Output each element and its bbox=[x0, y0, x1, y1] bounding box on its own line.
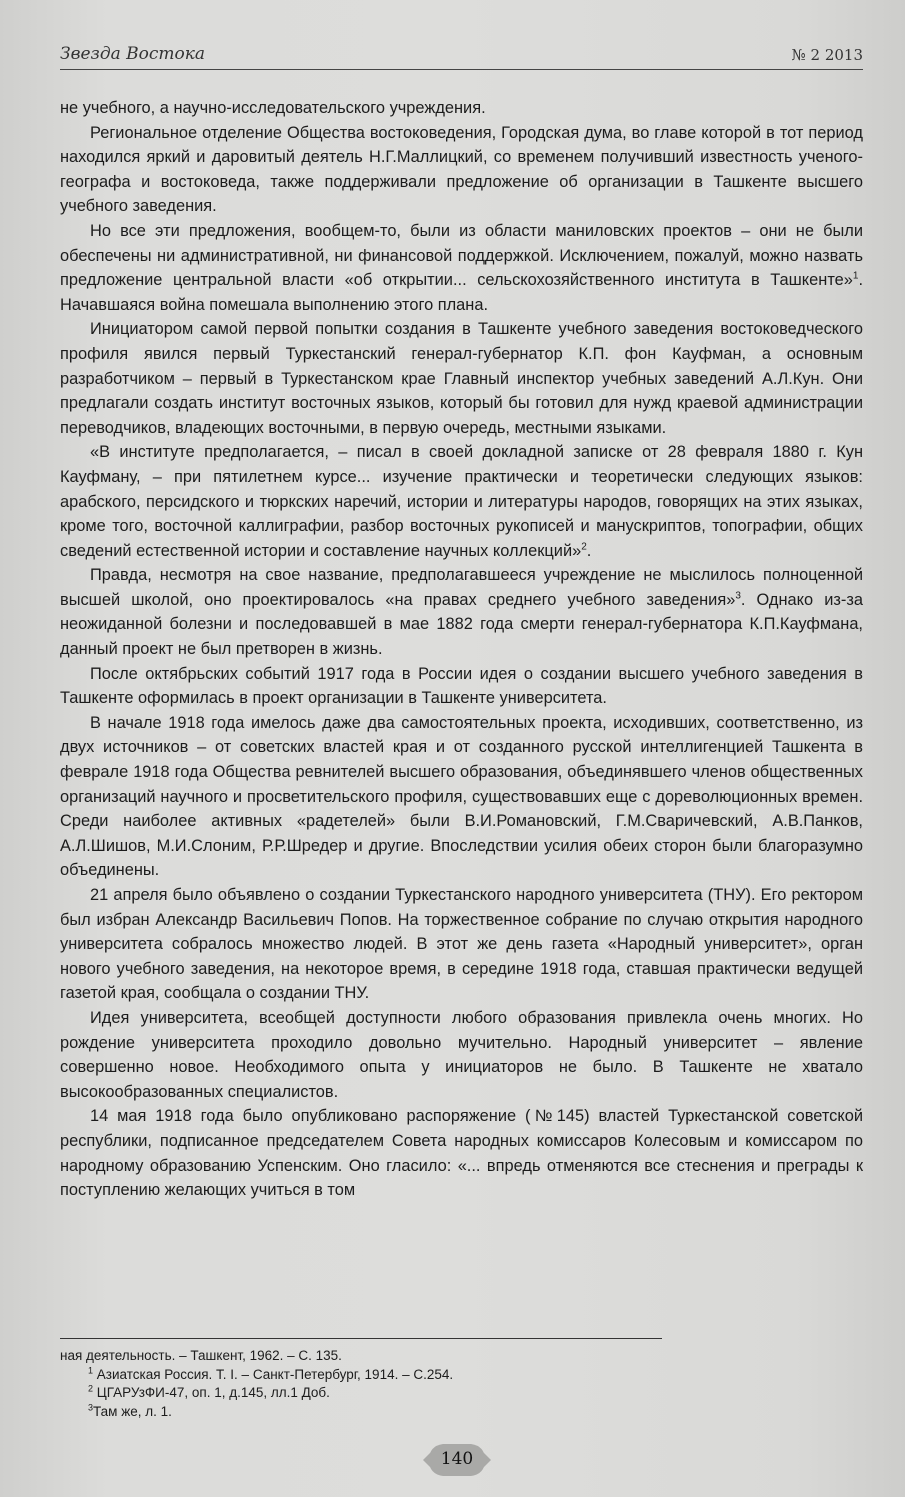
header-rule bbox=[60, 69, 863, 70]
paragraph: Идея университета, всеобщей доступности любого образования привлекла очень многих. Но рождение университета проходило довольно мучительно. Народный университет – явление совершенно новое. Необходимого опыта у инициаторов не было. В Ташкенте не хватало высокообразованных специалистов. bbox=[60, 1008, 863, 1101]
paragraph: не учебного, а научно-исследовательского учреждения. bbox=[60, 99, 486, 117]
paragraph: Региональное отделение Общества востоковедения, Городская дума, во главе которой в тот период находился яркий и даровитый деятель Н.Г.Маллицкий, со временем получивший известность ученого-географа и востоковеда, также поддерживали предложение об организации в Ташкенте высшего учебного заведения. bbox=[60, 123, 863, 216]
paragraph: В начале 1918 года имелось даже два самостоятельных проекта, исходивших, соответственно, из двух источников – от советских властей края и от созданного русской интеллигенцией Ташкента в феврале 1918 года Общества ревнителей высшего образования, объединявшего членов общественных организаций научного и просветительского профиля, существовавших еще с дореволюционных времен. Среди наиболее активных «радетелей» были В.И.Романовский, Г.М.Сваричевский, А.В.Панков, А.Л.Шишов, М.И.Слоним, Р.Р.Шредер и другие. Впоследствии усилия обеих сторон были благоразумно объединены. bbox=[60, 713, 863, 880]
page-number: 140 bbox=[440, 1449, 474, 1469]
paragraph: После октябрьских событий 1917 года в России идея о создании высшего учебного заведения в Ташкенте оформилась в проект организации в Ташкенте университета. bbox=[60, 664, 863, 708]
footnote-ref[interactable]: 1 bbox=[852, 270, 859, 282]
footnote-item: $^2$ ЦГАРУзФИ-47, оп. 1, д.145, лл.1 Доб. bbox=[88, 1383, 330, 1401]
paragraph: Но все эти предложения, вообщем-то, были из области маниловских проектов – они не были обеспечены ни административной, ни финансовой поддержкой. Исключением, пожалуй, можно назвать предложение центральной власти «об открытии... сельскохозяйственного института в Ташкенте»$^1$. Начавшаяся война помешала выполнению этого плана. bbox=[60, 221, 863, 314]
running-header bbox=[60, 38, 863, 70]
journal-title: Звезда Востока bbox=[60, 44, 206, 64]
footnote-rule bbox=[60, 1338, 662, 1339]
article-body bbox=[60, 96, 863, 1203]
paragraph: Правда, несмотря на свое название, предполагавшееся учреждение не мыслилось полноценной высшей школой, оно проектировалось «на правах среднего учебного заведения»$^3$. Однако из-за неожиданной болезни и последовавшей в мае 1882 года смерти генерал-губернатора К.П.Кауфмана, данный проект не был претворен в жизнь. bbox=[60, 566, 863, 659]
page-number-badge bbox=[423, 1440, 491, 1480]
paragraph: 21 апреля было объявлено о создании Туркестанского народного университета (ТНУ). Его ректором был избран Александр Васильевич Попов. На торжественное собрание по случаю открытия народного университета собралось множество людей. В этот же день газета «Народный университет», орган нового учебного заведения, на некоторое время, в середине 1918 года, ставшая практически ведущей газетой края, сообщала о создании ТНУ. bbox=[60, 886, 863, 1003]
footnote-ref[interactable]: 2 bbox=[581, 541, 587, 553]
footnotes bbox=[60, 1347, 760, 1421]
paragraph: Инициатором самой первой попытки создания в Ташкенте учебного заведения востоковедческого профиля явился первый Туркестанский генерал-губернатор К.П. фон Кауфман, а основным разработчиком – первый в Туркестанском крае Главный инспектор учебных заведений А.Л.Кун. Они предлагали создать институт восточных языков, который бы готовил для нужд краевой администрации переводчиков, владеющих восточными, в первую очередь, местными языками. bbox=[60, 320, 863, 437]
paragraph: 14 мая 1918 года было опубликовано распоряжение (№145) властей Туркестанской советской республики, подписанное председателем Совета народных комиссаров Колесовым и комиссаром по народному образованию Успенским. Оно гласило: «... впредь отменяются все стеснения и преграды к поступлению желающих учиться в том bbox=[60, 1107, 863, 1200]
footnote-item: $^1$ Азиатская Россия. Т. I. – Санкт-Петербург, 1914. – С.254. bbox=[88, 1365, 454, 1382]
paragraph: «В институте предполагается, – писал в своей докладной записке от 28 февраля 1880 г. Кун Кауфману, – при пятилетнем курсе... изучение практически и теоретически следующих языков: арабского, персидского и тюркских наречий, истории и литературы народов, говорящих на этих языках, кроме того, восточной каллиграфии, разбор восточных рукописей и манускриптов, топографии, общих сведений естественной истории и составление научных коллекций»$^2$. bbox=[60, 443, 863, 560]
footnote-continuation: ная деятельность. – Ташкент, 1962. – С. 135. bbox=[60, 1348, 342, 1363]
footnote-item: $^3$Там же, л. 1. bbox=[88, 1402, 172, 1419]
footnote-ref[interactable]: 3 bbox=[735, 590, 741, 602]
issue-number: № 2 2013 bbox=[791, 46, 863, 64]
